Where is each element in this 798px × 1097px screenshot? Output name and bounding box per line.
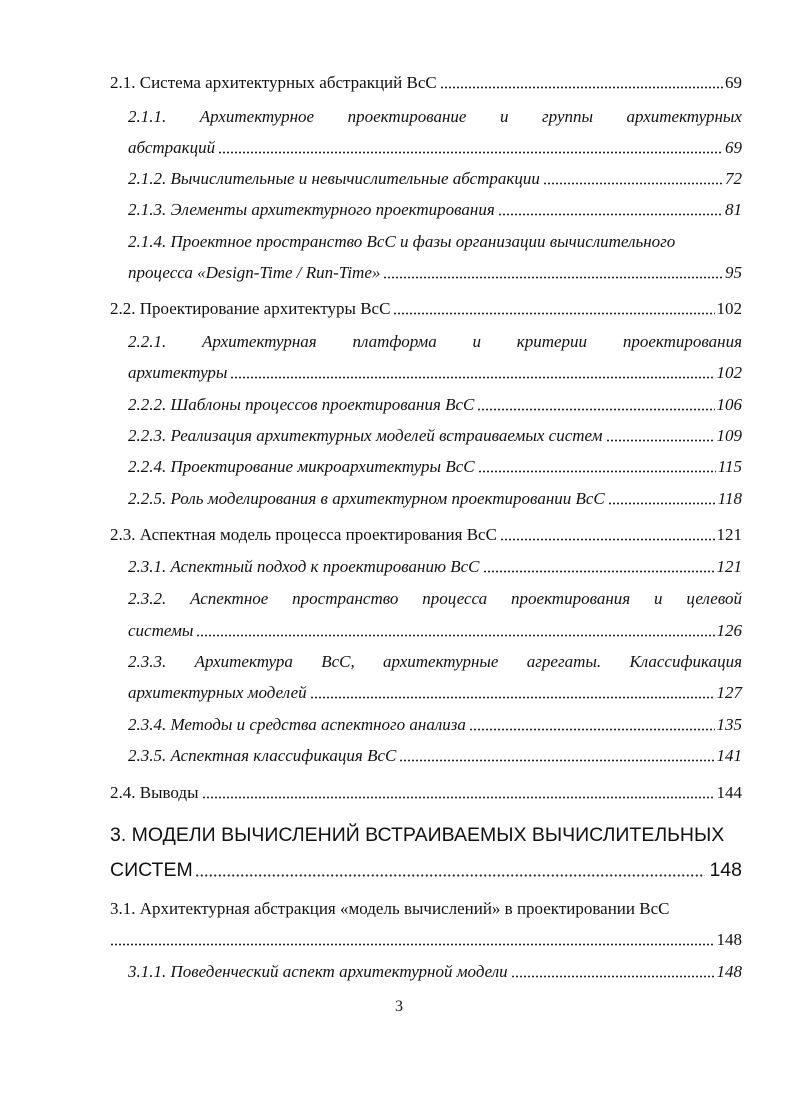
dot-leader: [202, 796, 715, 799]
toc-entry-2-1-2[interactable]: [128, 168, 742, 190]
dot-leader: [477, 408, 714, 411]
toc-entry-3-1-1[interactable]: [128, 961, 742, 983]
toc-entry-title: системы: [128, 621, 194, 640]
chapter-page: 148: [709, 859, 742, 881]
toc-entry-title: 2.1.4. Проектное пространство ВсС и фазы организации вычислительного: [128, 232, 676, 251]
toc-word: Классификация: [629, 652, 742, 671]
toc-word: пространство: [292, 589, 399, 608]
toc-word: проектирования: [622, 332, 742, 351]
toc-entry-title: 3.1. Архитектурная абстракция «модель вычислений» в проектировании ВсС: [110, 899, 670, 918]
dot-leader: [310, 696, 715, 699]
toc-entry-page: 81: [725, 200, 742, 219]
toc-entry-title: архитектурных моделей: [128, 683, 307, 702]
dot-leader: [196, 634, 714, 637]
toc-entry-title: 2.3.4. Методы и средства аспектного анализа: [128, 715, 466, 734]
toc-word: архитектурные: [383, 652, 499, 671]
toc-entry-2-1-4-line1[interactable]: [128, 231, 742, 253]
toc-entry-page: 106: [716, 395, 742, 414]
toc-entry-title: 2.1.2. Вычислительные и невычислительные абстракции: [128, 169, 540, 188]
toc-entry-page: 102: [716, 363, 742, 382]
toc-word: целевой: [686, 589, 742, 608]
toc-word: платформа: [352, 332, 437, 351]
page-number: 3: [395, 998, 403, 1015]
dot-leader: [608, 502, 716, 505]
toc-entry-title: 2.1. Система архитектурных абстракций ВсС: [110, 73, 437, 92]
toc-entry-title: 2.2. Проектирование архитектуры ВсС: [110, 299, 391, 318]
toc-word: проектирование: [347, 107, 467, 126]
toc-entry-page: 72: [725, 169, 742, 188]
chapter-3-heading-line2[interactable]: [110, 857, 742, 883]
toc-entry-2-1-4-line2[interactable]: [128, 262, 742, 284]
toc-entry-page: 121: [716, 525, 742, 544]
toc-word: Аспектное: [190, 589, 269, 608]
toc-entry-title: 2.1.3. Элементы архитектурного проектирования: [128, 200, 495, 219]
toc-entry-page: 102: [716, 299, 742, 318]
toc-word: Архитектурная: [202, 332, 317, 351]
dot-leader: [440, 86, 723, 89]
dot-leader: [469, 728, 715, 731]
toc-entry-2-1-1-line2[interactable]: [128, 137, 742, 159]
toc-entry-2-2-5[interactable]: [128, 488, 742, 510]
toc-entry-page: 148: [716, 962, 742, 981]
chapter-title: СИСТЕМ: [110, 859, 193, 881]
dot-leader: [483, 570, 715, 573]
toc-entry-page: 115: [717, 457, 742, 476]
toc-entry-title: 2.3. Аспектная модель процесса проектирования ВсС: [110, 525, 497, 544]
toc-entry-2-3-2-line2[interactable]: [128, 620, 742, 642]
chapter-title: 3. МОДЕЛИ ВЫЧИСЛЕНИЙ ВСТРАИВАЕМЫХ ВЫЧИСЛИТЕЛЬНЫХ: [110, 824, 725, 846]
dot-leader: [110, 943, 715, 946]
toc-entry-page: 69: [725, 73, 742, 92]
toc-word: 2.3.3.: [128, 652, 167, 671]
toc-entry-2-3-2-line1[interactable]: [128, 588, 742, 610]
toc-entry-page: 148: [716, 930, 742, 949]
toc-word: ВсС,: [321, 652, 355, 671]
toc-entry-title: 2.2.3. Реализация архитектурных моделей встраиваемых систем: [128, 426, 603, 445]
toc-entry-page: 135: [716, 715, 742, 734]
toc-entry-title: 2.3.1. Аспектный подход к проектированию ВсС: [128, 557, 480, 576]
toc-entry-page: 118: [717, 489, 742, 508]
toc-word: Архитектура: [194, 652, 293, 671]
dot-leader: [383, 276, 723, 279]
toc-word: процесса: [422, 589, 488, 608]
toc-entry-2-1-1-line1[interactable]: [128, 106, 742, 128]
chapter-3-heading-line1[interactable]: [110, 822, 742, 848]
toc-entry-title: абстракций: [128, 138, 216, 157]
dot-leader: [498, 213, 723, 216]
dot-leader: [543, 182, 723, 185]
toc-word: агрегаты.: [526, 652, 602, 671]
toc-word: 2.3.2.: [128, 589, 167, 608]
toc-entry-2-2[interactable]: [110, 298, 742, 320]
toc-word: группы: [542, 107, 593, 126]
dot-leader: [195, 874, 706, 877]
toc-entry-2-2-1-line1[interactable]: [128, 331, 742, 353]
toc-entry-page: 95: [725, 263, 742, 282]
toc-entry-page: 126: [716, 621, 742, 640]
toc-entry-title: 3.1.1. Поведенческий аспект архитектурной модели: [128, 962, 508, 981]
toc-word: проектирования: [511, 589, 631, 608]
toc-word: 2.1.1.: [128, 107, 167, 126]
toc-entry-2-3[interactable]: [110, 524, 742, 546]
dot-leader: [478, 470, 716, 473]
toc-word: и: [499, 107, 509, 126]
toc-entry-3-1-line1[interactable]: [110, 898, 742, 920]
toc-word: Архитектурное: [199, 107, 315, 126]
dot-leader: [218, 151, 723, 154]
toc-entry-2-2-1-line2[interactable]: [128, 362, 742, 384]
dot-leader: [511, 975, 715, 978]
toc-word: и: [472, 332, 481, 351]
toc-entry-2-2-3[interactable]: [128, 425, 742, 447]
toc-word: и: [654, 589, 663, 608]
toc-entry-2-2-2[interactable]: [128, 394, 742, 416]
toc-entry-page: 69: [725, 138, 742, 157]
dot-leader: [500, 538, 715, 541]
dot-leader: [606, 439, 715, 442]
toc-entry-title: процесса «Design-Time / Run-Time»: [128, 263, 381, 282]
toc-entry-2-2-4[interactable]: [128, 456, 742, 478]
toc-entry-title: архитектуры: [128, 363, 228, 382]
toc-entry-page: 109: [716, 426, 742, 445]
toc-entry-page: 127: [716, 683, 742, 702]
toc-word: архитектурных: [626, 107, 742, 126]
toc-word: 2.2.1.: [128, 332, 167, 351]
toc-entry-page: 121: [716, 557, 742, 576]
toc-entry-title: 2.2.2. Шаблоны процессов проектирования ВсС: [128, 395, 475, 414]
dot-leader: [230, 376, 714, 379]
toc-entry-title: 2.2.5. Роль моделирования в архитектурном проектировании ВсС: [128, 489, 605, 508]
toc-entry-title: 2.2.4. Проектирование микроархитектуры ВсС: [128, 457, 475, 476]
dot-leader: [393, 312, 714, 315]
toc-entry-2-4[interactable]: [110, 782, 742, 804]
toc-entry-2-1-3[interactable]: [128, 199, 742, 221]
toc-entry-2-3-3-line2[interactable]: [128, 682, 742, 704]
toc-entry-2-3-4[interactable]: [128, 714, 742, 736]
toc-entry-title: 2.3.5. Аспектная классификация ВсС: [128, 746, 397, 765]
toc-entry-2-3-3-line1[interactable]: [128, 651, 742, 673]
toc-entry-2-3-5[interactable]: [128, 745, 742, 767]
toc-word: критерии: [516, 332, 588, 351]
toc-entry-page: 141: [716, 746, 742, 765]
toc-entry-3-1-line2[interactable]: [110, 929, 742, 951]
toc-entry-page: 144: [716, 783, 742, 802]
toc-entry-2-3-1[interactable]: [128, 556, 742, 578]
dot-leader: [399, 759, 714, 762]
toc-entry-2-1[interactable]: [110, 72, 742, 94]
toc-entry-title: 2.4. Выводы: [110, 783, 199, 802]
